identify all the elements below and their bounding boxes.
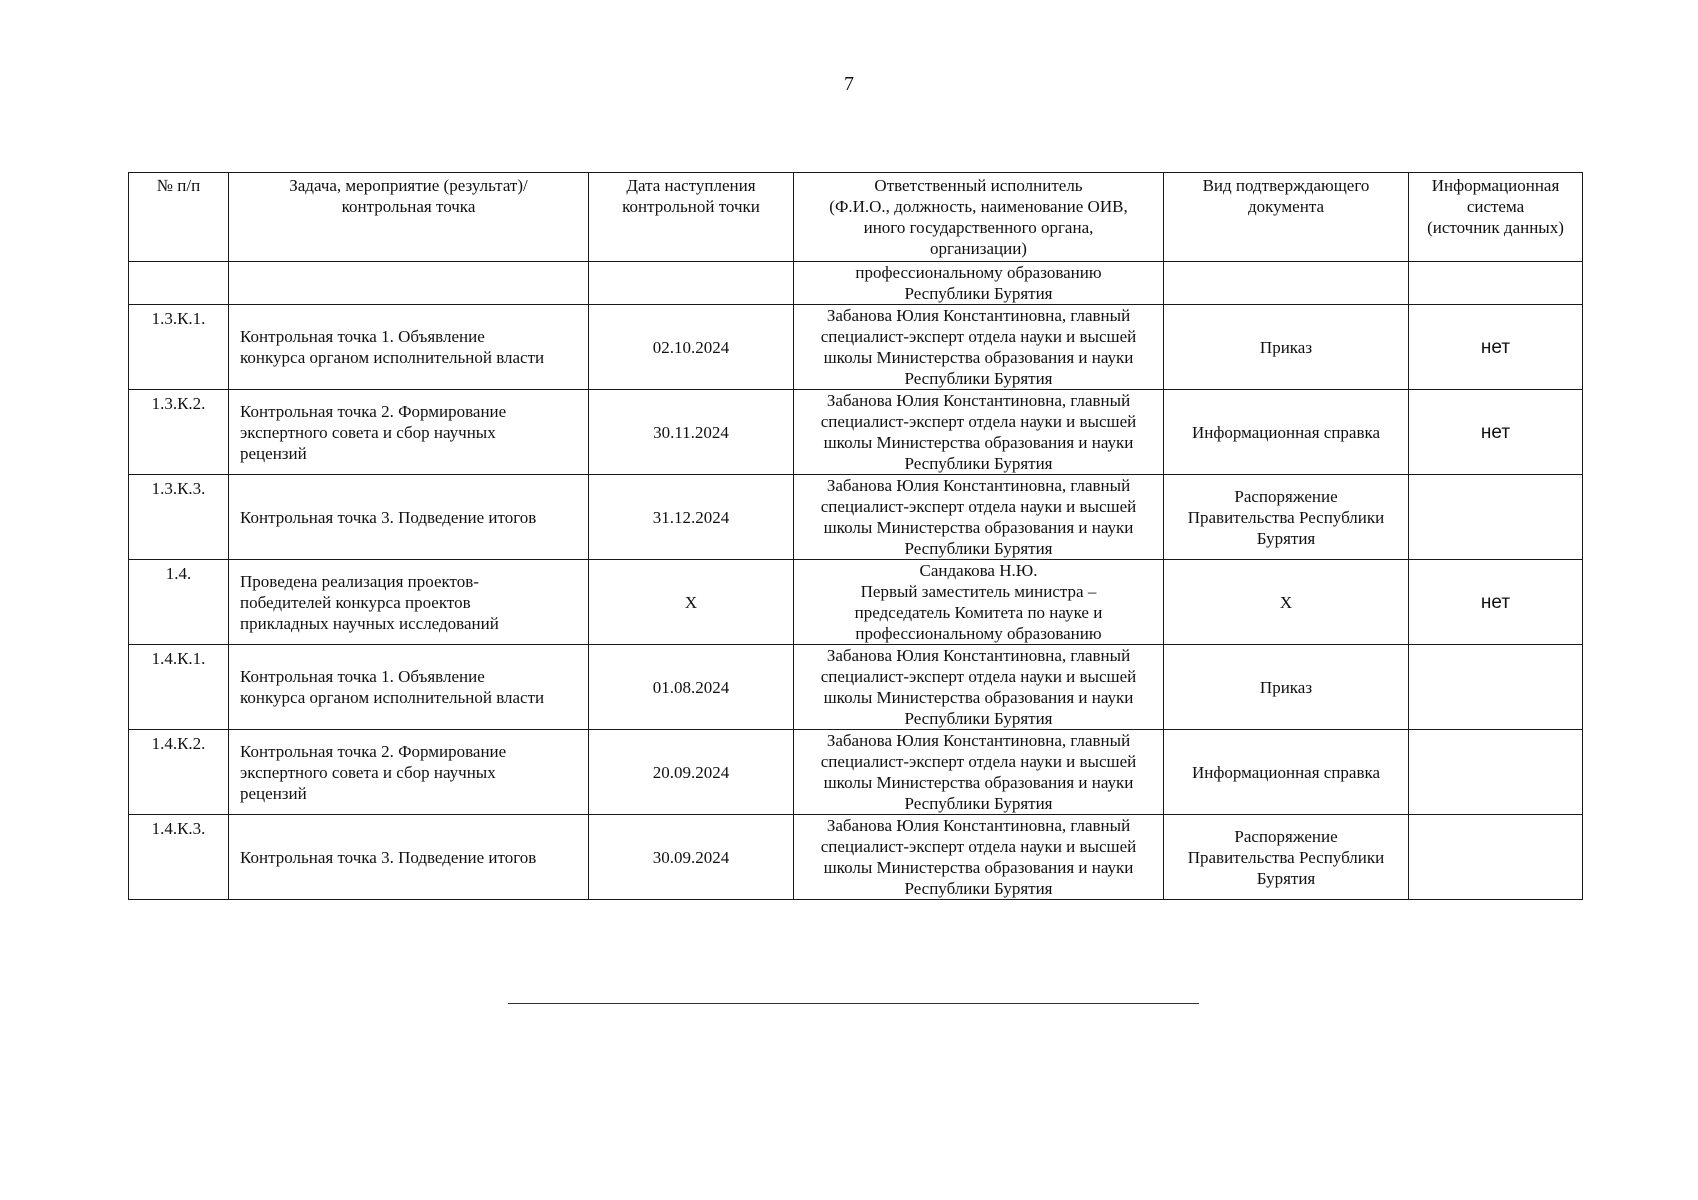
cell-document: Приказ bbox=[1164, 645, 1409, 730]
table-row bbox=[129, 730, 1583, 815]
cell-date: 20.09.2024 bbox=[589, 730, 794, 815]
cell-number: 1.4.К.2. bbox=[129, 730, 229, 815]
table-row bbox=[129, 645, 1583, 730]
cell-responsible: Забанова Юлия Константиновна, главный специалист-эксперт отдела науки и высшей школы Министерства образования и науки Республики Бурятия bbox=[794, 475, 1164, 560]
cell-task: Контрольная точка 2. Формирование экспертного совета и сбор научных рецензий bbox=[229, 730, 589, 815]
header-document: Вид подтверждающего документа bbox=[1164, 173, 1409, 262]
cell-responsible: Забанова Юлия Константиновна, главный специалист-эксперт отдела науки и высшей школы Министерства образования и науки Республики Бурятия bbox=[794, 815, 1164, 900]
cell-info-system: нет bbox=[1409, 305, 1583, 390]
cell-date: 30.09.2024 bbox=[589, 815, 794, 900]
cell-task: Контрольная точка 2. Формирование экспертного совета и сбор научных рецензий bbox=[229, 390, 589, 475]
cell-info-system bbox=[1409, 262, 1583, 305]
header-date: Дата наступления контрольной точки bbox=[589, 173, 794, 262]
table-row bbox=[129, 305, 1583, 390]
cell-number: 1.3.К.3. bbox=[129, 475, 229, 560]
table-header bbox=[129, 173, 1583, 262]
cell-task: Контрольная точка 1. Объявление конкурса органом исполнительной власти bbox=[229, 305, 589, 390]
cell-document: Приказ bbox=[1164, 305, 1409, 390]
cell-info-system bbox=[1409, 730, 1583, 815]
cell-info-system: нет bbox=[1409, 560, 1583, 645]
table-row-continuation bbox=[129, 262, 1583, 305]
cell-document: Информационная справка bbox=[1164, 730, 1409, 815]
table-row bbox=[129, 390, 1583, 475]
cell-responsible: профессиональному образованию Республики Бурятия bbox=[794, 262, 1164, 305]
cell-date: 30.11.2024 bbox=[589, 390, 794, 475]
cell-date: 01.08.2024 bbox=[589, 645, 794, 730]
cell-info-system: нет bbox=[1409, 390, 1583, 475]
cell-number: 1.4.К.1. bbox=[129, 645, 229, 730]
cell-task: Контрольная точка 3. Подведение итогов bbox=[229, 815, 589, 900]
cell-number: 1.4.К.3. bbox=[129, 815, 229, 900]
cell-date: 02.10.2024 bbox=[589, 305, 794, 390]
cell-date bbox=[589, 262, 794, 305]
cell-responsible: Забанова Юлия Константиновна, главный специалист-эксперт отдела науки и высшей школы Министерства образования и науки Республики Бурятия bbox=[794, 305, 1164, 390]
cell-responsible: Забанова Юлия Константиновна, главный специалист-эксперт отдела науки и высшей школы Министерства образования и науки Республики Бурятия bbox=[794, 645, 1164, 730]
cell-date: Х bbox=[589, 560, 794, 645]
table-row bbox=[129, 815, 1583, 900]
cell-info-system bbox=[1409, 645, 1583, 730]
cell-number: 1.3.К.2. bbox=[129, 390, 229, 475]
cell-number bbox=[129, 262, 229, 305]
cell-date: 31.12.2024 bbox=[589, 475, 794, 560]
cell-document: Информационная справка bbox=[1164, 390, 1409, 475]
cell-task: Проведена реализация проектов- победителей конкурса проектов прикладных научных исследований bbox=[229, 560, 589, 645]
cell-info-system bbox=[1409, 815, 1583, 900]
table-row bbox=[129, 475, 1583, 560]
cell-document: Распоряжение Правительства Республики Бурятия bbox=[1164, 815, 1409, 900]
header-info-system: Информационная система (источник данных) bbox=[1409, 173, 1583, 262]
cell-document: Распоряжение Правительства Республики Бурятия bbox=[1164, 475, 1409, 560]
cell-responsible: Забанова Юлия Константиновна, главный специалист-эксперт отдела науки и высшей школы Министерства образования и науки Республики Бурятия bbox=[794, 390, 1164, 475]
cell-responsible: Сандакова Н.Ю. Первый заместитель министра – председатель Комитета по науке и профессиональному образованию bbox=[794, 560, 1164, 645]
cell-task: Контрольная точка 3. Подведение итогов bbox=[229, 475, 589, 560]
header-number: № п/п bbox=[129, 173, 229, 262]
table-body bbox=[129, 262, 1583, 900]
cell-task: Контрольная точка 1. Объявление конкурса органом исполнительной власти bbox=[229, 645, 589, 730]
header-task: Задача, мероприятие (результат)/ контрольная точка bbox=[229, 173, 589, 262]
header-responsible: Ответственный исполнитель (Ф.И.О., должность, наименование ОИВ, иного государственного органа, организации) bbox=[794, 173, 1164, 262]
footer-rule bbox=[508, 1003, 1199, 1004]
header-row bbox=[129, 173, 1583, 262]
page-number: 7 bbox=[844, 73, 854, 95]
cell-responsible: Забанова Юлия Константиновна, главный специалист-эксперт отдела науки и высшей школы Министерства образования и науки Республики Бурятия bbox=[794, 730, 1164, 815]
table-row bbox=[129, 560, 1583, 645]
cell-document bbox=[1164, 262, 1409, 305]
cell-number: 1.3.К.1. bbox=[129, 305, 229, 390]
cell-info-system bbox=[1409, 475, 1583, 560]
cell-number: 1.4. bbox=[129, 560, 229, 645]
cell-document: Х bbox=[1164, 560, 1409, 645]
control-points-table bbox=[128, 172, 1583, 900]
cell-task bbox=[229, 262, 589, 305]
